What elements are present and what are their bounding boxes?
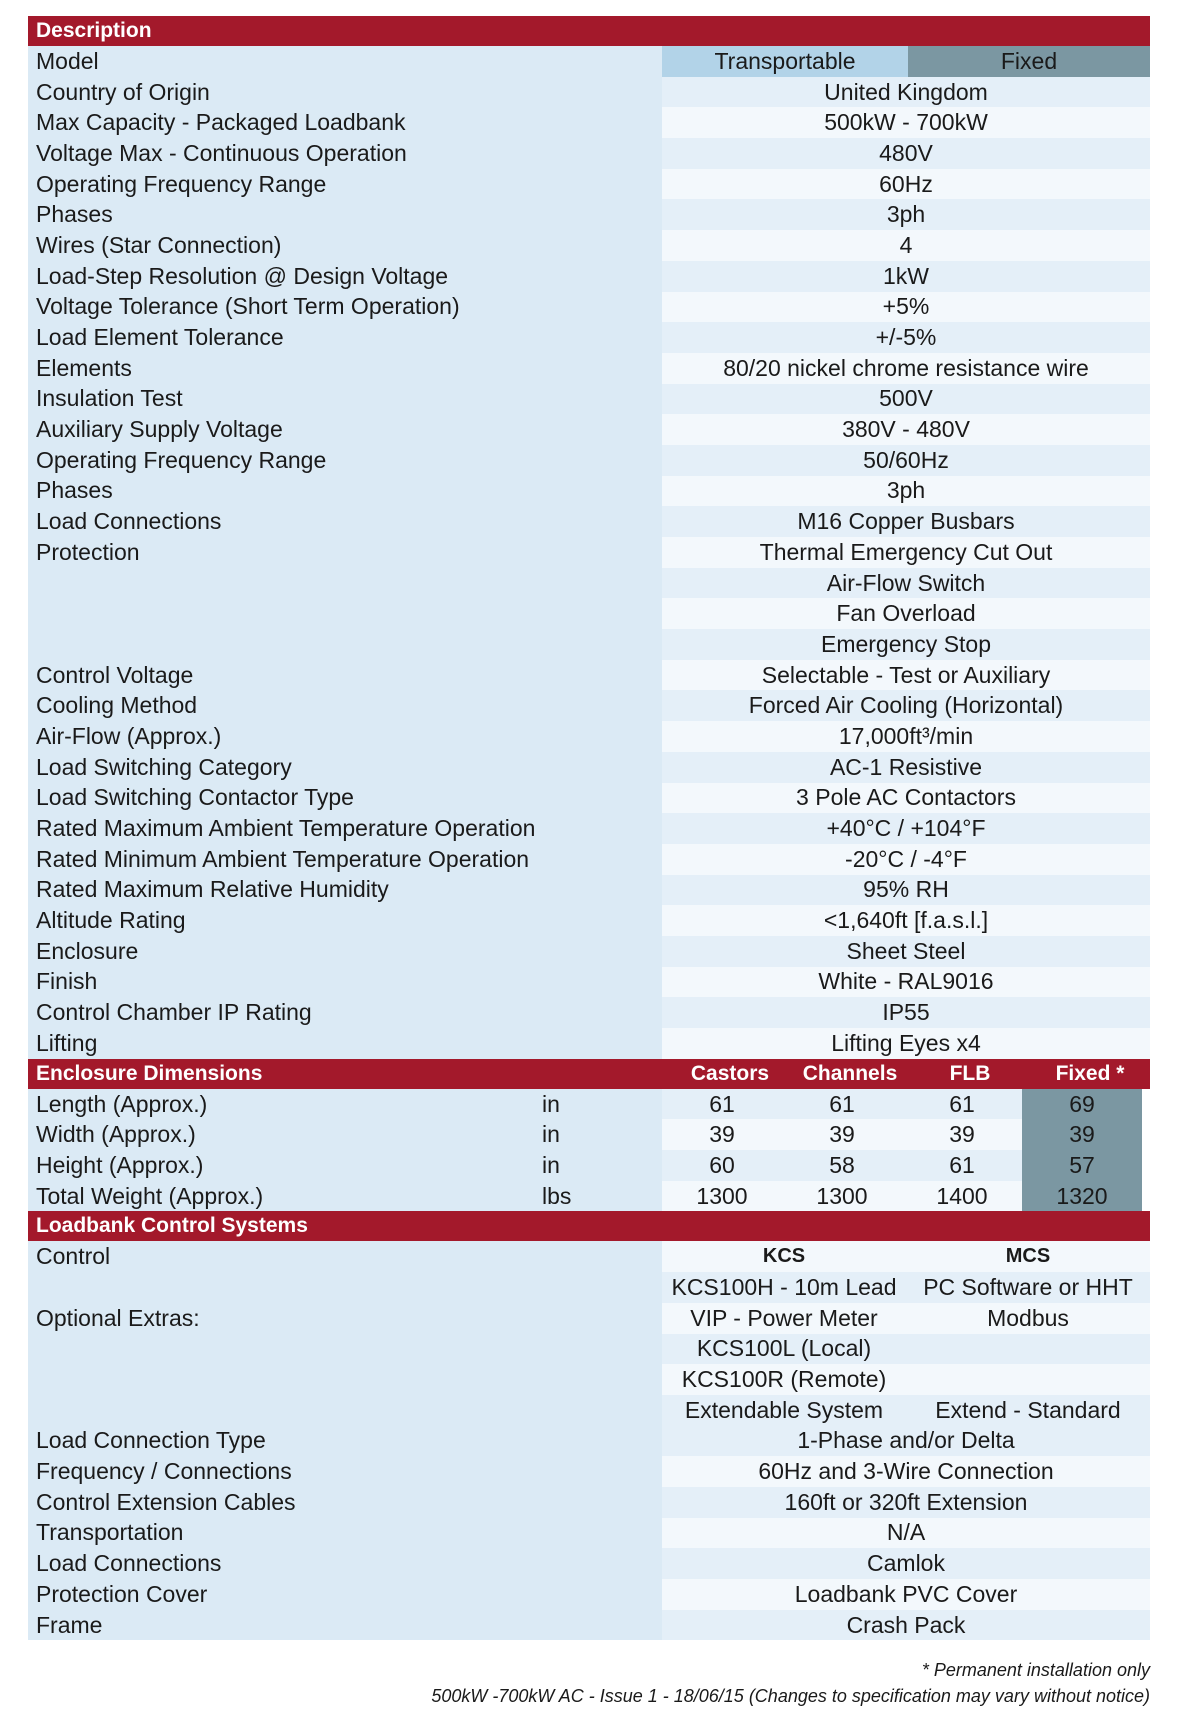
dimensions-header: Enclosure Dimensions Castors Channels FLB Fixed * [28, 1059, 1150, 1089]
table-row [28, 997, 1150, 1028]
row-value: 50/60Hz [662, 445, 1150, 476]
row-value: AC-1 Resistive [662, 752, 1150, 783]
castors-value: 39 [662, 1119, 782, 1150]
dimension-row [28, 1089, 1150, 1120]
row-value: Camlok [662, 1548, 1150, 1579]
row-value: 3ph [662, 199, 1150, 230]
table-row [28, 1487, 1150, 1518]
row-value: +40°C / +104°F [662, 813, 1150, 844]
table-row [28, 783, 1150, 814]
table-row [28, 629, 1150, 660]
row-label: Protection Cover [28, 1579, 662, 1610]
row-label: Operating Frequency Range [28, 169, 662, 200]
mcs-option: Modbus [987, 1304, 1069, 1331]
mcs-option: PC Software or HHT [923, 1273, 1133, 1300]
table-row [28, 598, 1150, 629]
row-label: Phases [28, 199, 662, 230]
kcs-option: VIP - Power Meter [690, 1304, 878, 1331]
row-label: Voltage Tolerance (Short Term Operation) [28, 292, 662, 323]
row-label: Max Capacity - Packaged Loadbank [28, 107, 662, 138]
fixed-value: 57 [1022, 1150, 1142, 1181]
table-row [28, 292, 1150, 323]
row-value: Sheet Steel [662, 936, 1150, 967]
row-value: Crash Pack [662, 1610, 1150, 1641]
option-row [28, 1334, 1150, 1365]
row-value: White - RAL9016 [662, 967, 1150, 998]
col-channels: Channels [802, 1061, 898, 1085]
control-options [28, 1272, 1150, 1425]
row-label: Control [28, 1241, 662, 1272]
row-label: Load Element Tolerance [28, 322, 662, 353]
table-row [28, 506, 1150, 537]
model-transportable: Transportable [662, 46, 908, 77]
channels-value: 1300 [782, 1181, 902, 1212]
row-value: 160ft or 320ft Extension [662, 1487, 1150, 1518]
row-label: Country of Origin [28, 77, 662, 108]
row-label: Cooling Method [28, 690, 662, 721]
kcs-heading: KCS [762, 1245, 806, 1268]
row-value: +5% [662, 292, 1150, 323]
kcs-option: KCS100H - 10m Lead [671, 1273, 897, 1300]
row-value: 3ph [662, 476, 1150, 507]
row-label: Rated Maximum Ambient Temperature Operation [28, 813, 662, 844]
row-unit: in [542, 1150, 662, 1181]
flb-value: 39 [902, 1119, 1022, 1150]
row-value: Fan Overload [662, 598, 1150, 629]
row-label: Transportation [28, 1518, 662, 1549]
option-row [28, 1303, 1150, 1334]
row-label: Load Connections [28, 506, 662, 537]
table-row [28, 199, 1150, 230]
fixed-value: 69 [1022, 1089, 1142, 1120]
row-value: <1,640ft [f.a.s.l.] [662, 905, 1150, 936]
table-row [28, 752, 1150, 783]
model-row [28, 46, 1150, 77]
row-value: IP55 [662, 997, 1150, 1028]
table-row [28, 660, 1150, 691]
row-value: 380V - 480V [662, 414, 1150, 445]
row-label: Load Switching Category [28, 752, 662, 783]
control-row [28, 1241, 1150, 1272]
spec-sheet [28, 16, 1150, 1640]
row-label: Control Voltage [28, 660, 662, 691]
row-label: Frequency / Connections [28, 1456, 662, 1487]
flb-value: 1400 [902, 1181, 1022, 1212]
mcs-option [906, 1364, 1150, 1395]
option-row [28, 1364, 1150, 1395]
row-label: Elements [28, 353, 662, 384]
table-row [28, 77, 1150, 108]
table-row [28, 875, 1150, 906]
row-label: Wires (Star Connection) [28, 230, 662, 261]
row-label [28, 1334, 662, 1365]
issue-note: 500kW -700kW AC - Issue 1 - 18/06/15 (Changes to specification may vary without notice) [431, 1686, 1150, 1706]
row-value: Air-Flow Switch [662, 568, 1150, 599]
row-label: Rated Maximum Relative Humidity [28, 875, 662, 906]
row-label: Auxiliary Supply Voltage [28, 414, 662, 445]
row-value: United Kingdom [662, 77, 1150, 108]
table-row [28, 261, 1150, 292]
row-label: Optional Extras: [28, 1303, 662, 1334]
row-label [28, 1395, 662, 1426]
table-row [28, 1548, 1150, 1579]
row-value: Forced Air Cooling (Horizontal) [662, 690, 1150, 721]
row-value: 500kW - 700kW [662, 107, 1150, 138]
mcs-option: Extend - Standard [935, 1396, 1121, 1423]
row-label: Height (Approx.) [28, 1150, 542, 1181]
table-row [28, 568, 1150, 599]
control-rows [28, 1426, 1150, 1641]
row-label: Protection [28, 537, 662, 568]
row-value: 60Hz and 3-Wire Connection [662, 1456, 1150, 1487]
table-row [28, 107, 1150, 138]
row-label: Load Connections [28, 1548, 662, 1579]
row-label [28, 629, 662, 660]
row-label: Finish [28, 967, 662, 998]
row-value: 60Hz [662, 169, 1150, 200]
row-label [28, 1364, 662, 1395]
table-row [28, 322, 1150, 353]
col-fixed: Fixed * [1055, 1061, 1125, 1085]
row-label [28, 1272, 662, 1303]
table-row [28, 813, 1150, 844]
channels-value: 58 [782, 1150, 902, 1181]
dimension-row [28, 1119, 1150, 1150]
castors-value: 1300 [662, 1181, 782, 1212]
castors-value: 60 [662, 1150, 782, 1181]
row-value: 80/20 nickel chrome resistance wire [662, 353, 1150, 384]
table-row [28, 936, 1150, 967]
row-label [28, 598, 662, 629]
table-row [28, 230, 1150, 261]
row-label: Lifting [28, 1028, 662, 1059]
kcs-option: KCS100R (Remote) [681, 1366, 887, 1393]
row-value: 95% RH [662, 875, 1150, 906]
row-label: Altitude Rating [28, 905, 662, 936]
row-value: 1-Phase and/or Delta [662, 1426, 1150, 1457]
row-label: Insulation Test [28, 384, 662, 415]
model-fixed: Fixed [908, 46, 1150, 77]
row-unit: in [542, 1089, 662, 1120]
col-castors: Castors [690, 1061, 770, 1085]
channels-value: 39 [782, 1119, 902, 1150]
row-label: Voltage Max - Continuous Operation [28, 138, 662, 169]
col-flb: FLB [949, 1061, 991, 1085]
row-label: Frame [28, 1610, 662, 1641]
option-row [28, 1272, 1150, 1303]
table-row [28, 905, 1150, 936]
row-value: Thermal Emergency Cut Out [662, 537, 1150, 568]
description-header: Description [28, 16, 1150, 46]
flb-value: 61 [902, 1089, 1022, 1120]
table-row [28, 138, 1150, 169]
table-row [28, 1579, 1150, 1610]
row-unit: lbs [542, 1181, 662, 1212]
row-label: Enclosure [28, 936, 662, 967]
row-value: +/-5% [662, 322, 1150, 353]
option-row [28, 1395, 1150, 1426]
table-row [28, 690, 1150, 721]
channels-value: 61 [782, 1089, 902, 1120]
footnote: * Permanent installation only [921, 1660, 1150, 1680]
row-value: 1kW [662, 261, 1150, 292]
row-value: 500V [662, 384, 1150, 415]
castors-value: 61 [662, 1089, 782, 1120]
row-label: Control Chamber IP Rating [28, 997, 662, 1028]
row-label: Operating Frequency Range [28, 445, 662, 476]
row-value: M16 Copper Busbars [662, 506, 1150, 537]
table-row [28, 1426, 1150, 1457]
fixed-value: 1320 [1022, 1181, 1142, 1212]
control-header: Loadbank Control Systems [28, 1211, 1150, 1241]
table-row [28, 476, 1150, 507]
row-label: Length (Approx.) [28, 1089, 542, 1120]
row-value: 3 Pole AC Contactors [662, 783, 1150, 814]
table-row [28, 844, 1150, 875]
row-label: Total Weight (Approx.) [28, 1181, 542, 1212]
table-row [28, 721, 1150, 752]
description-rows [28, 77, 1150, 1059]
row-label [28, 568, 662, 599]
row-label: Load Connection Type [28, 1426, 662, 1457]
flb-value: 61 [902, 1150, 1022, 1181]
table-row [28, 967, 1150, 998]
dimension-row [28, 1150, 1150, 1181]
table-row [28, 414, 1150, 445]
row-label: Control Extension Cables [28, 1487, 662, 1518]
row-value: 17,000ft³/min [662, 721, 1150, 752]
mcs-option [906, 1334, 1150, 1365]
dimension-row [28, 1181, 1150, 1212]
row-label: Phases [28, 476, 662, 507]
kcs-option: Extendable System [684, 1396, 884, 1423]
table-row [28, 1028, 1150, 1059]
row-label: Rated Minimum Ambient Temperature Operation [28, 844, 662, 875]
kcs-option: KCS100L (Local) [696, 1335, 872, 1362]
row-value: 480V [662, 138, 1150, 169]
row-value: Loadbank PVC Cover [662, 1579, 1150, 1610]
row-label: Width (Approx.) [28, 1119, 542, 1150]
row-value: Selectable - Test or Auxiliary [662, 660, 1150, 691]
table-row [28, 1518, 1150, 1549]
row-label: Load-Step Resolution @ Design Voltage [28, 261, 662, 292]
table-row [28, 384, 1150, 415]
table-row [28, 1610, 1150, 1641]
row-value: Lifting Eyes x4 [662, 1028, 1150, 1059]
table-row [28, 445, 1150, 476]
row-label: Air-Flow (Approx.) [28, 721, 662, 752]
row-value: Emergency Stop [662, 629, 1150, 660]
row-label: Load Switching Contactor Type [28, 783, 662, 814]
mcs-heading: MCS [1005, 1245, 1051, 1268]
row-label: Model [28, 46, 662, 77]
dimension-rows [28, 1089, 1150, 1212]
row-unit: in [542, 1119, 662, 1150]
row-value: N/A [662, 1518, 1150, 1549]
table-row [28, 169, 1150, 200]
table-row [28, 353, 1150, 384]
table-row [28, 537, 1150, 568]
fixed-value: 39 [1022, 1119, 1142, 1150]
row-value: 4 [662, 230, 1150, 261]
row-value: -20°C / -4°F [662, 844, 1150, 875]
table-row [28, 1456, 1150, 1487]
